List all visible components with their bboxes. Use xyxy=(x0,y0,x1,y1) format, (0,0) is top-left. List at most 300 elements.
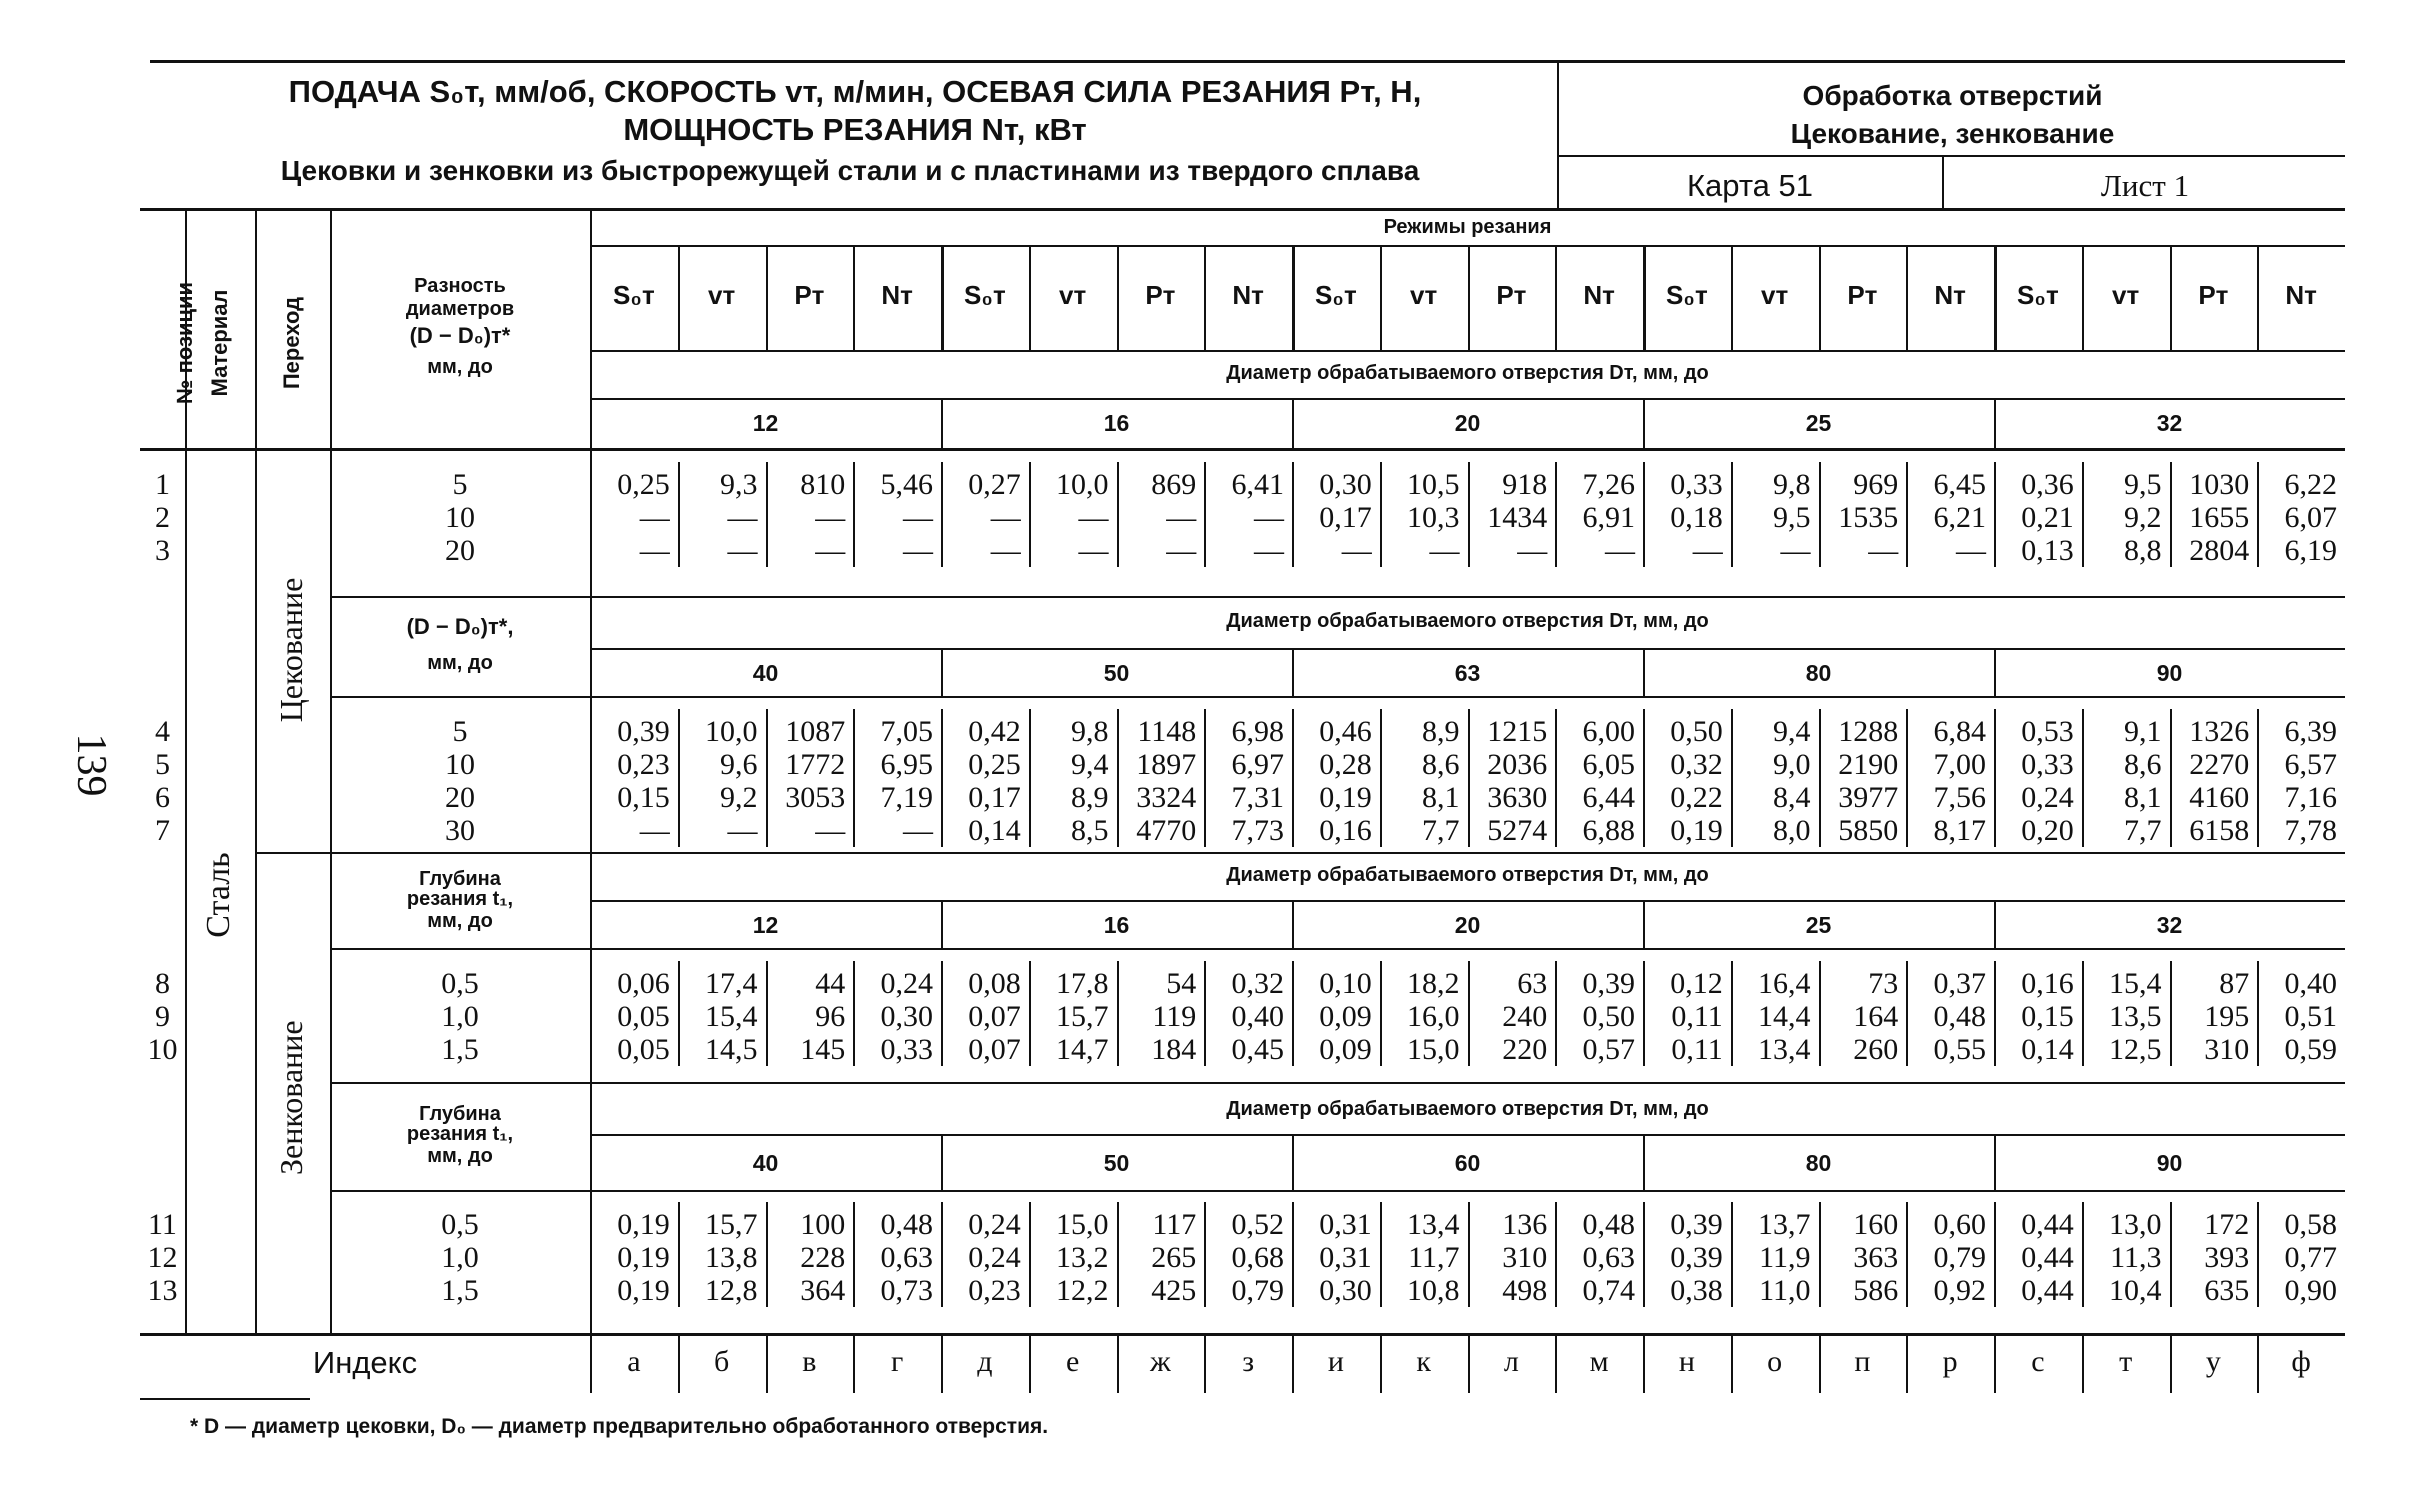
card-divider xyxy=(1942,155,1944,208)
table-cell: 0,30 xyxy=(880,1000,933,1033)
table-cell: 10,3 xyxy=(1407,501,1460,534)
sub4-bottom-rule xyxy=(330,1190,2345,1192)
table-cell: 0,60 xyxy=(1933,1208,1986,1241)
param-divider xyxy=(1468,245,1470,350)
table-cell: 260 xyxy=(1853,1033,1899,1066)
table-cell: 7,73 xyxy=(1231,814,1284,847)
title-line-3: Цековки и зенковки из быстрорежущей стали и с пластинами из твердого сплава xyxy=(280,155,1420,186)
table-cell: 9,8 xyxy=(1773,468,1811,501)
diameter-value: 90 xyxy=(2156,660,2183,686)
table-cell: 0,19 xyxy=(1319,781,1372,814)
table-cell: 10,8 xyxy=(1407,1274,1460,1307)
index-letter: ф xyxy=(2291,1345,2311,1378)
param-header: vт xyxy=(1761,280,1789,310)
param-header: Nт xyxy=(1934,280,1966,310)
table-cell: 195 xyxy=(2204,1000,2250,1033)
index-divider xyxy=(1204,1333,1206,1393)
index-letter: о xyxy=(1767,1345,1783,1378)
index-divider xyxy=(1555,1333,1557,1393)
index-divider xyxy=(1819,1333,1821,1393)
table-cell: 9,2 xyxy=(2124,501,2162,534)
table-cell: 265 xyxy=(1151,1241,1197,1274)
table-cell: 96 xyxy=(815,1000,846,1033)
table-cell: 9,4 xyxy=(1071,748,1109,781)
diameter-divider xyxy=(1292,1134,1294,1190)
table-cell: 9,1 xyxy=(2124,715,2162,748)
row-key: 5 xyxy=(452,468,468,501)
table-cell: 15,0 xyxy=(1407,1033,1460,1066)
transition-label-2: Зенкование xyxy=(273,1020,309,1175)
param-header: S₀т xyxy=(1314,280,1357,310)
table-cell: 8,1 xyxy=(1422,781,1460,814)
header-bottom-rule xyxy=(140,448,2345,451)
title-line-1: ПОДАЧА S₀т, мм/об, СКОРОСТЬ vт, м/мин, ОСЕВАЯ СИЛА РЕЗАНИЯ Pт, Н, xyxy=(288,74,1422,109)
index-letter: а xyxy=(627,1345,641,1378)
table-cell: 0,73 xyxy=(880,1274,933,1307)
row-position: 6 xyxy=(155,781,170,814)
param-divider xyxy=(2257,245,2259,350)
table-cell: 2804 xyxy=(2189,534,2250,567)
row-position: 11 xyxy=(148,1208,177,1241)
table-cell: 0,53 xyxy=(2021,715,2074,748)
index-divider xyxy=(1994,1333,1996,1393)
table-cell: 0,19 xyxy=(1670,814,1723,847)
param-header: Nт xyxy=(2285,280,2317,310)
row-key: 1,5 xyxy=(441,1033,479,1066)
table-cell: 14,4 xyxy=(1758,1000,1811,1033)
table-cell: 586 xyxy=(1853,1274,1899,1307)
table-cell: 1215 xyxy=(1487,715,1548,748)
table-cell: 13,4 xyxy=(1758,1033,1811,1066)
table-cell: 0,24 xyxy=(2021,781,2074,814)
row-position: 7 xyxy=(155,814,170,847)
table-cell: 12,8 xyxy=(705,1274,758,1307)
table-cell: 0,90 xyxy=(2284,1274,2337,1307)
table-cell: 13,7 xyxy=(1758,1208,1811,1241)
table-cell: 0,12 xyxy=(1670,967,1723,1000)
table-cell: 0,48 xyxy=(1582,1208,1635,1241)
table-cell: 6,05 xyxy=(1582,748,1635,781)
table-cell: 0,19 xyxy=(617,1241,670,1274)
table-cell: — xyxy=(1078,501,1109,534)
diameter-divider xyxy=(1643,648,1645,696)
table-cell: 1434 xyxy=(1487,501,1548,534)
table-cell: 0,51 xyxy=(2284,1000,2337,1033)
table-cell: 3053 xyxy=(785,781,846,814)
param-divider xyxy=(1117,245,1119,350)
diameter-divider xyxy=(1292,648,1294,696)
param-divider xyxy=(2082,245,2084,350)
table-cell: 810 xyxy=(800,468,846,501)
diameter-value: 16 xyxy=(1103,912,1130,938)
header-divider xyxy=(1557,60,1559,208)
table-cell: 7,7 xyxy=(2124,814,2162,847)
table-cell: 10,4 xyxy=(2109,1274,2162,1307)
param-divider xyxy=(1643,245,1646,350)
table-cell: 15,4 xyxy=(705,1000,758,1033)
index-letter: с xyxy=(2031,1345,2045,1378)
header-transition: Переход xyxy=(279,296,304,390)
table-cell: 0,31 xyxy=(1319,1208,1372,1241)
param-header: Nт xyxy=(1232,280,1264,310)
table-cell: 172 xyxy=(2204,1208,2250,1241)
table-cell: 15,7 xyxy=(1056,1000,1109,1033)
diameter-value: 12 xyxy=(752,912,779,938)
table-cell: 0,09 xyxy=(1319,1033,1372,1066)
table-cell: 8,0 xyxy=(1773,814,1811,847)
table-cell: 6,19 xyxy=(2284,534,2337,567)
table-cell: — xyxy=(1692,534,1723,567)
sub4-depth-3: мм, до xyxy=(427,1145,493,1167)
table-cell: 87 xyxy=(2219,967,2250,1000)
table-cell: 6,98 xyxy=(1231,715,1284,748)
table-cell: 3630 xyxy=(1487,781,1548,814)
table-cell: — xyxy=(1517,534,1548,567)
table-cell: 17,8 xyxy=(1056,967,1109,1000)
table-cell: 16,4 xyxy=(1758,967,1811,1000)
index-divider xyxy=(1731,1333,1733,1393)
row-key: 10 xyxy=(445,501,475,534)
index-letter: н xyxy=(1678,1345,1695,1378)
index-letter: ж xyxy=(1150,1345,1171,1378)
diameter-value: 25 xyxy=(1805,410,1832,436)
table-cell: 0,23 xyxy=(968,1274,1021,1307)
row-key: 10 xyxy=(445,748,475,781)
diameter-rule-3 xyxy=(590,900,2345,902)
table-cell: 0,33 xyxy=(2021,748,2074,781)
top-rule xyxy=(150,60,2345,63)
table-cell: 0,55 xyxy=(1933,1033,1986,1066)
index-letter: п xyxy=(1854,1345,1871,1378)
row-position: 2 xyxy=(155,501,170,534)
table-cell: 1030 xyxy=(2189,468,2250,501)
diameter-value: 12 xyxy=(752,410,779,436)
index-label: Индекс xyxy=(312,1345,418,1380)
table-cell: 0,10 xyxy=(1319,967,1372,1000)
diameter-value: 32 xyxy=(2156,912,2183,938)
diameter-value: 63 xyxy=(1454,660,1481,686)
table-cell: — xyxy=(639,501,670,534)
transition-rule xyxy=(255,852,2345,854)
table-cell: 0,24 xyxy=(968,1241,1021,1274)
table-cell: 44 xyxy=(815,967,846,1000)
table-cell: 63 xyxy=(1517,967,1548,1000)
table-cell: 0,92 xyxy=(1933,1274,1986,1307)
table-cell: 0,07 xyxy=(968,1000,1021,1033)
header-diff-3: (D − D₀)т* xyxy=(409,323,511,348)
row-key: 1,0 xyxy=(441,1000,479,1033)
table-cell: 6,88 xyxy=(1582,814,1635,847)
table-cell: 11,3 xyxy=(2110,1241,2162,1274)
table-cell: 6,07 xyxy=(2284,501,2337,534)
transition-label-1: Цекование xyxy=(273,577,309,723)
table-cell: — xyxy=(1254,501,1284,534)
table-cell: 6,97 xyxy=(1231,748,1284,781)
table-cell: 0,33 xyxy=(880,1033,933,1066)
table-cell: — xyxy=(1780,534,1811,567)
title-line-2: МОЩНОСТЬ РЕЗАНИЯ Nт, кВт xyxy=(623,112,1087,147)
table-cell: 6,41 xyxy=(1231,468,1284,501)
index-letter: у xyxy=(2205,1345,2221,1378)
diameter-divider xyxy=(1292,398,1294,448)
sub4-top-rule xyxy=(330,1082,2345,1084)
header-diff-4: мм, до xyxy=(427,356,493,378)
index-letter: з xyxy=(1242,1345,1255,1378)
table-cell: 0,16 xyxy=(1319,814,1372,847)
index-divider xyxy=(853,1333,855,1393)
row-position: 8 xyxy=(155,967,170,1000)
table-cell: 1897 xyxy=(1136,748,1197,781)
table-cell: 0,40 xyxy=(1231,1000,1284,1033)
sub2-top-rule xyxy=(330,596,2345,598)
table-cell: 0,63 xyxy=(1582,1241,1635,1274)
table-cell: 73 xyxy=(1868,967,1899,1000)
row-key: 0,5 xyxy=(441,1208,479,1241)
table-cell: 0,11 xyxy=(1671,1033,1723,1066)
table-cell: 145 xyxy=(800,1033,846,1066)
diameter-value: 20 xyxy=(1454,912,1481,938)
table-cell: 9,3 xyxy=(720,468,758,501)
table-cell: 0,17 xyxy=(1319,501,1372,534)
param-header: Pт xyxy=(2198,280,2229,310)
table-cell: 117 xyxy=(1152,1208,1197,1241)
diameter-divider xyxy=(1292,900,1294,948)
table-cell: 54 xyxy=(1166,967,1197,1000)
table-cell: 425 xyxy=(1151,1274,1197,1307)
table-cell: 164 xyxy=(1853,1000,1899,1033)
diameter-rule-2 xyxy=(590,648,2345,650)
table-cell: 0,18 xyxy=(1670,501,1723,534)
param-header: Pт xyxy=(794,280,825,310)
table-cell: 498 xyxy=(1502,1274,1548,1307)
table-cell: 240 xyxy=(1502,1000,1548,1033)
table-cell: 0,58 xyxy=(2284,1208,2337,1241)
table-cell: 10,0 xyxy=(705,715,758,748)
table-cell: 15,0 xyxy=(1056,1208,1109,1241)
table-cell: 4160 xyxy=(2189,781,2250,814)
table-cell: 0,52 xyxy=(1231,1208,1284,1241)
table-cell: 0,11 xyxy=(1671,1000,1723,1033)
index-letter: к xyxy=(1416,1345,1431,1378)
index-letter: д xyxy=(977,1345,993,1378)
table-cell: 2270 xyxy=(2189,748,2250,781)
header-diff-1: Разность xyxy=(414,275,506,297)
table-cell: 310 xyxy=(2204,1033,2250,1066)
header-diff-2: диаметров xyxy=(405,298,515,320)
table-cell: — xyxy=(1254,534,1284,567)
table-cell: 15,4 xyxy=(2109,967,2162,1000)
table-cell: — xyxy=(903,501,933,534)
table-cell: 7,7 xyxy=(1422,814,1460,847)
table-cell: 6,00 xyxy=(1582,715,1635,748)
table-cell: 0,63 xyxy=(880,1241,933,1274)
table-cell: 13,5 xyxy=(2109,1000,2162,1033)
diameter-value: 90 xyxy=(2156,1150,2183,1176)
table-cell: 0,30 xyxy=(1319,468,1372,501)
table-cell: 0,39 xyxy=(1670,1208,1723,1241)
table-cell: 10,0 xyxy=(1056,468,1109,501)
table-cell: — xyxy=(727,814,758,847)
diameter-rule-1 xyxy=(590,398,2345,400)
row-key: 1,5 xyxy=(441,1274,479,1307)
diameter-value: 60 xyxy=(1454,1150,1481,1176)
table-cell: — xyxy=(1605,534,1635,567)
table-cell: 184 xyxy=(1151,1033,1197,1066)
diameter-value: 25 xyxy=(1805,912,1832,938)
diameter-value: 40 xyxy=(752,1150,779,1176)
table-cell: 16,0 xyxy=(1407,1000,1460,1033)
table-cell: 7,00 xyxy=(1933,748,1986,781)
sub3-depth-3: мм, до xyxy=(427,910,493,932)
param-divider xyxy=(1292,245,1295,350)
row-position: 12 xyxy=(147,1241,178,1274)
row-position: 4 xyxy=(155,715,170,748)
sub2-diff-2: мм, до xyxy=(427,652,493,674)
row-key: 20 xyxy=(445,534,475,567)
table-cell: 0,39 xyxy=(617,715,670,748)
index-divider xyxy=(590,1333,592,1393)
table-cell: 9,8 xyxy=(1071,715,1109,748)
table-cell: 12,2 xyxy=(1056,1274,1109,1307)
index-divider xyxy=(1117,1333,1119,1393)
table-cell: 6,57 xyxy=(2284,748,2337,781)
param-divider xyxy=(678,245,680,350)
table-cell: 8,6 xyxy=(1422,748,1460,781)
table-cell: 0,48 xyxy=(1933,1000,1986,1033)
index-divider xyxy=(1380,1333,1382,1393)
table-cell: 6,21 xyxy=(1933,501,1986,534)
table-cell: — xyxy=(815,501,846,534)
index-divider xyxy=(766,1333,768,1393)
index-divider xyxy=(941,1333,943,1393)
table-cell: 0,13 xyxy=(2021,534,2074,567)
table-cell: 0,09 xyxy=(1319,1000,1372,1033)
table-cell: 160 xyxy=(1853,1208,1899,1241)
param-divider xyxy=(1204,245,1206,350)
table-cell: 7,05 xyxy=(880,715,933,748)
diameter-divider xyxy=(1994,1134,1996,1190)
table-cell: 9,5 xyxy=(2124,468,2162,501)
table-cell: — xyxy=(1429,534,1460,567)
sub3-depth-2: резания t₁, xyxy=(406,888,514,910)
header-material: Материал xyxy=(207,289,232,397)
index-top-rule xyxy=(140,1333,2345,1336)
row-position: 1 xyxy=(155,468,170,501)
table-cell: 6,39 xyxy=(2284,715,2337,748)
table-cell: — xyxy=(639,814,670,847)
table-cell: 8,1 xyxy=(2124,781,2162,814)
table-cell: — xyxy=(727,501,758,534)
table-cell: 0,32 xyxy=(1670,748,1723,781)
index-divider xyxy=(2170,1333,2172,1393)
row-key: 0,5 xyxy=(441,967,479,1000)
table-cell: 0,25 xyxy=(617,468,670,501)
table-cell: 15,7 xyxy=(705,1208,758,1241)
table-cell: 9,0 xyxy=(1773,748,1811,781)
sub3-depth-1: Глубина xyxy=(419,868,501,890)
table-cell: — xyxy=(815,534,846,567)
table-cell: 0,27 xyxy=(968,468,1021,501)
table-cell: 8,8 xyxy=(2124,534,2162,567)
index-letter: б xyxy=(713,1345,730,1378)
table-cell: 100 xyxy=(800,1208,846,1241)
row-position: 9 xyxy=(155,1000,170,1033)
param-header: Nт xyxy=(881,280,913,310)
index-letter: м xyxy=(1589,1345,1609,1378)
table-cell: 8,9 xyxy=(1422,715,1460,748)
table-cell: — xyxy=(903,534,933,567)
table-cell: 0,79 xyxy=(1231,1274,1284,1307)
table-cell: 0,57 xyxy=(1582,1033,1635,1066)
param-divider xyxy=(2170,245,2172,350)
table-cell: 1087 xyxy=(785,715,846,748)
table-cell: 6,95 xyxy=(880,748,933,781)
param-divider xyxy=(853,245,855,350)
table-cell: 13,0 xyxy=(2109,1208,2162,1241)
table-cell: 0,42 xyxy=(968,715,1021,748)
param-header: S₀т xyxy=(612,280,655,310)
table-cell: 869 xyxy=(1151,468,1197,501)
table-cell: 3977 xyxy=(1838,781,1899,814)
table-cell: 0,19 xyxy=(617,1274,670,1307)
param-header: Pт xyxy=(1145,280,1176,310)
param-header: Pт xyxy=(1496,280,1527,310)
index-divider xyxy=(678,1333,680,1393)
row-position: 3 xyxy=(155,534,170,567)
table-cell: 635 xyxy=(2204,1274,2250,1307)
right-header-rule xyxy=(1557,155,2345,157)
table-cell: 8,9 xyxy=(1071,781,1109,814)
table-cell: 12,5 xyxy=(2109,1033,2162,1066)
param-divider xyxy=(941,245,944,350)
diameter-divider xyxy=(1643,900,1645,948)
diameter-value: 32 xyxy=(2156,410,2183,436)
diameter-divider xyxy=(1994,398,1996,448)
col-divider-2 xyxy=(255,208,257,1333)
row-key: 20 xyxy=(445,781,475,814)
table-cell: 228 xyxy=(800,1241,846,1274)
table-cell: 364 xyxy=(800,1274,846,1307)
table-cell: 918 xyxy=(1502,468,1548,501)
table-cell: 11,9 xyxy=(1759,1241,1811,1274)
table-cell: 6,84 xyxy=(1933,715,1986,748)
param-header: vт xyxy=(2112,280,2140,310)
table-cell: 6,44 xyxy=(1582,781,1635,814)
table-cell: 3324 xyxy=(1136,781,1197,814)
table-cell: 1535 xyxy=(1838,501,1899,534)
table-cell: — xyxy=(1166,534,1197,567)
table-cell: 6158 xyxy=(2189,814,2250,847)
table-cell: 0,17 xyxy=(968,781,1021,814)
table-cell: 0,25 xyxy=(968,748,1021,781)
table-cell: 0,22 xyxy=(1670,781,1723,814)
diameter-divider xyxy=(941,900,943,948)
table-cell: — xyxy=(990,501,1021,534)
sub2-diff-1: (D − D₀)т*, xyxy=(406,614,514,639)
header-position: № позиции xyxy=(172,281,197,405)
table-cell: 0,24 xyxy=(968,1208,1021,1241)
diameter-divider xyxy=(941,398,943,448)
table-cell: 11,7 xyxy=(1408,1241,1460,1274)
table-cell: 6,22 xyxy=(2284,468,2337,501)
card-number: Карта 51 xyxy=(1686,168,1814,203)
table-cell: 6,91 xyxy=(1582,501,1635,534)
index-letter: р xyxy=(1942,1345,1958,1378)
index-letter: г xyxy=(890,1345,904,1378)
table-cell: 310 xyxy=(1502,1241,1548,1274)
param-header: Pт xyxy=(1847,280,1878,310)
row-position: 13 xyxy=(147,1274,178,1307)
